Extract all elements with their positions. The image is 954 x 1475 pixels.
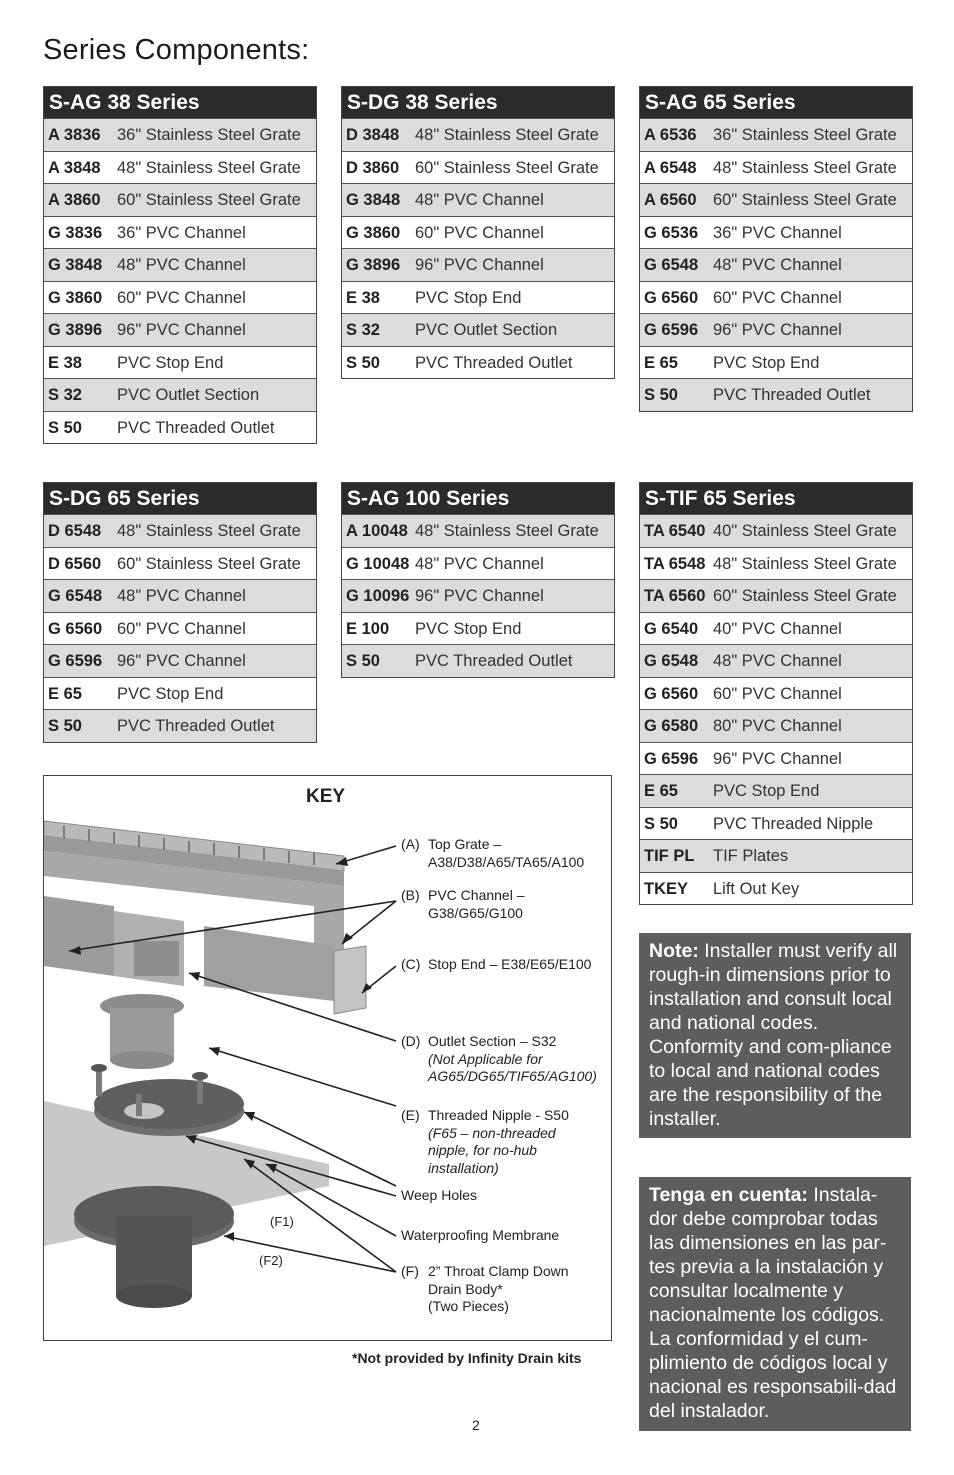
part-description: 96" PVC Channel xyxy=(713,749,842,768)
part-code: G 6548 xyxy=(48,587,103,605)
table-row xyxy=(342,248,614,281)
table-row xyxy=(44,216,316,249)
table-row xyxy=(342,151,614,184)
table-row xyxy=(640,281,912,314)
part-description: 36" PVC Channel xyxy=(117,223,246,242)
part-code: TA 6540 xyxy=(644,522,706,540)
part-description: 36" Stainless Steel Grate xyxy=(117,126,301,144)
table-row xyxy=(640,742,912,775)
table-row xyxy=(640,612,912,645)
note-text: Installer must verify all rough-in dimensions prior to installation and consult local and national codes. Conformity and com-pliance to local and national codes are the responsibility of the installer. xyxy=(649,940,898,1130)
part-code: TKEY xyxy=(644,879,689,898)
part-description: 48" PVC Channel xyxy=(713,652,842,670)
part-code: G 6536 xyxy=(644,223,699,242)
table-row xyxy=(640,216,912,249)
part-code: G 3848 xyxy=(346,191,401,209)
part-description: 60" Stainless Steel Grate xyxy=(415,158,599,177)
part-code: E 65 xyxy=(644,782,678,800)
table-row xyxy=(44,151,316,184)
installer-note-english xyxy=(639,933,911,1138)
table-row xyxy=(640,346,912,379)
series-table-s-dg-65 xyxy=(43,482,317,743)
table-row xyxy=(44,514,316,547)
table-row xyxy=(44,644,316,677)
part-code: G 6580 xyxy=(644,717,699,735)
part-code: S 50 xyxy=(48,418,82,437)
part-code: G 3860 xyxy=(48,288,103,307)
part-code: S 50 xyxy=(644,386,678,404)
key-label-drain-body: (F) 2” Throat Clamp Down Drain Body* (Two Pieces) xyxy=(401,1263,569,1314)
part-description: 48" Stainless Steel Grate xyxy=(713,554,897,573)
table-row xyxy=(44,313,316,346)
key-label-weep-holes: Weep Holes xyxy=(401,1187,478,1203)
installer-note-spanish xyxy=(639,1177,911,1431)
part-description: 96" PVC Channel xyxy=(713,321,842,339)
part-description: 48" Stainless Steel Grate xyxy=(415,126,599,144)
part-code: G 6596 xyxy=(644,321,699,339)
part-code: D 3860 xyxy=(346,158,400,177)
page-title: Series Components: xyxy=(43,34,310,66)
series-title: S-AG 65 Series xyxy=(640,87,912,118)
part-code: G 6540 xyxy=(644,619,699,638)
table-row xyxy=(342,313,614,346)
key-label-outlet-section: (D) Outlet Section – S32 (Not Applicable for AG65/DG65/TIF65/AG100) xyxy=(401,1033,597,1084)
part-description: PVC Stop End xyxy=(713,353,820,372)
part-description: 80" PVC Channel xyxy=(713,717,842,735)
table-row xyxy=(44,411,316,444)
table-row xyxy=(44,612,316,645)
part-description: 96" PVC Channel xyxy=(117,321,246,339)
footnote: *Not provided by Infinity Drain kits xyxy=(352,1350,582,1366)
table-row xyxy=(640,872,912,905)
part-code: D 6560 xyxy=(48,554,102,573)
part-code: D 6548 xyxy=(48,522,102,540)
part-description: 60" Stainless Steel Grate xyxy=(117,191,301,209)
series-table-s-dg-38 xyxy=(341,86,615,379)
part-code: E 100 xyxy=(346,619,390,638)
part-code: G 6560 xyxy=(644,684,699,703)
part-code: A 10048 xyxy=(346,522,408,540)
series-rows xyxy=(640,118,912,411)
series-rows xyxy=(640,514,912,904)
key-label-threaded-nipple: (E) Threaded Nipple - S50 (F65 – non-threaded nipple, for no-hub installation) xyxy=(401,1107,569,1176)
part-code: A 3848 xyxy=(48,158,101,177)
table-row xyxy=(44,118,316,151)
table-row xyxy=(342,579,614,612)
part-description: 96" PVC Channel xyxy=(117,652,246,670)
part-description: 60" PVC Channel xyxy=(117,619,246,638)
table-row xyxy=(640,118,912,151)
part-code: E 38 xyxy=(346,288,380,307)
part-code: G 6548 xyxy=(644,652,699,670)
series-table-s-ag-38 xyxy=(43,86,317,444)
part-code: S 50 xyxy=(346,353,380,372)
part-description: 60" PVC Channel xyxy=(117,288,246,307)
part-description: 60" PVC Channel xyxy=(713,684,842,703)
part-code: TIF PL xyxy=(644,847,695,865)
key-label-stop-end: (C) Stop End – E38/E65/E100 xyxy=(401,956,592,972)
key-marker-f2: (F2) xyxy=(259,1253,283,1268)
table-row xyxy=(640,677,912,710)
part-description: 48" Stainless Steel Grate xyxy=(117,522,301,540)
table-row xyxy=(44,579,316,612)
series-title: S-AG 100 Series xyxy=(342,483,614,514)
part-code: S 32 xyxy=(48,386,82,404)
part-description: 96" PVC Channel xyxy=(415,256,544,274)
part-code: S 32 xyxy=(346,321,380,339)
table-row xyxy=(44,346,316,379)
table-row xyxy=(640,839,912,872)
table-row xyxy=(44,183,316,216)
part-description: 36" PVC Channel xyxy=(713,223,842,242)
clamp-ring-illustration xyxy=(91,1064,244,1136)
series-title: S-DG 38 Series xyxy=(342,87,614,118)
part-description: Lift Out Key xyxy=(713,879,800,898)
key-label-membrane: Waterproofing Membrane xyxy=(401,1227,560,1243)
note-label: Note: xyxy=(649,940,699,962)
table-row xyxy=(640,579,912,612)
part-description: PVC Threaded Nipple xyxy=(713,814,874,833)
part-code: E 38 xyxy=(48,353,82,372)
part-code: S 50 xyxy=(346,652,380,670)
part-code: A 6548 xyxy=(644,158,697,177)
table-row xyxy=(342,644,614,677)
series-rows xyxy=(342,514,614,677)
key-diagram xyxy=(43,775,612,1341)
table-row xyxy=(640,774,912,807)
table-row xyxy=(640,183,912,216)
part-code: G 6596 xyxy=(644,749,699,768)
part-description: 48" Stainless Steel Grate xyxy=(713,158,897,177)
part-description: PVC Threaded Outlet xyxy=(415,652,573,670)
part-description: 40" Stainless Steel Grate xyxy=(713,522,897,540)
part-code: G 6560 xyxy=(48,619,103,638)
part-code: G 3896 xyxy=(346,256,401,274)
part-description: 96" PVC Channel xyxy=(415,587,544,605)
series-rows xyxy=(44,514,316,742)
part-code: D 3848 xyxy=(346,126,400,144)
part-code: E 65 xyxy=(48,684,82,703)
part-description: 60" Stainless Steel Grate xyxy=(117,554,301,573)
part-description: PVC Threaded Outlet xyxy=(713,386,871,404)
series-table-s-ag-65 xyxy=(639,86,913,412)
part-description: 48" PVC Channel xyxy=(713,256,842,274)
part-code: G 6560 xyxy=(644,288,699,307)
table-row xyxy=(342,216,614,249)
series-table-s-tif-65 xyxy=(639,482,913,905)
part-code: S 50 xyxy=(644,814,678,833)
table-row xyxy=(44,248,316,281)
part-description: 48" PVC Channel xyxy=(117,256,246,274)
outlet-section-illustration xyxy=(100,994,184,1069)
key-marker-f1: (F1) xyxy=(270,1214,294,1229)
part-code: A 3836 xyxy=(48,126,101,144)
part-description: 36" Stainless Steel Grate xyxy=(713,126,897,144)
part-description: PVC Threaded Outlet xyxy=(415,353,573,372)
table-row xyxy=(342,346,614,379)
part-description: 40" PVC Channel xyxy=(713,619,842,638)
part-description: 60" Stainless Steel Grate xyxy=(713,587,897,605)
part-description: 60" Stainless Steel Grate xyxy=(713,191,897,209)
table-row xyxy=(640,644,912,677)
part-description: TIF Plates xyxy=(713,847,789,865)
table-row xyxy=(44,547,316,580)
table-row xyxy=(342,514,614,547)
part-description: PVC Stop End xyxy=(117,684,224,703)
note-text: Instala-dor debe comprobar todas las dimensiones en las par-tes previa a la instalación y consultar localmente y nacionalmente los códigos. La conformidad y el cum-plimiento de códigos local y nacional es responsabili-dad del instalador. xyxy=(649,1184,897,1422)
part-code: A 3860 xyxy=(48,191,101,209)
key-label-pvc-channel: (B) PVC Channel – G38/G65/G100 xyxy=(401,887,525,921)
part-code: G 3860 xyxy=(346,223,401,242)
part-description: PVC Outlet Section xyxy=(117,386,260,404)
table-row xyxy=(342,118,614,151)
table-row xyxy=(640,514,912,547)
page-number: 2 xyxy=(472,1417,480,1433)
table-row xyxy=(44,281,316,314)
table-row xyxy=(640,378,912,411)
part-code: G 3848 xyxy=(48,256,103,274)
note-label: Tenga en cuenta: xyxy=(649,1184,808,1206)
part-description: PVC Outlet Section xyxy=(415,321,558,339)
part-code: A 6536 xyxy=(644,126,697,144)
part-code: G 10096 xyxy=(346,587,410,605)
part-code: G 6596 xyxy=(48,652,103,670)
part-description: PVC Threaded Outlet xyxy=(117,717,275,735)
key-label-top-grate: (A) Top Grate – A38/D38/A65/TA65/A100 xyxy=(401,836,585,870)
part-code: A 6560 xyxy=(644,191,697,209)
table-row xyxy=(342,547,614,580)
table-row xyxy=(44,709,316,742)
table-row xyxy=(44,378,316,411)
table-row xyxy=(342,281,614,314)
series-rows xyxy=(44,118,316,443)
table-row xyxy=(640,807,912,840)
part-description: 48" Stainless Steel Grate xyxy=(117,158,301,177)
table-row xyxy=(640,547,912,580)
part-description: PVC Stop End xyxy=(713,782,820,800)
part-description: PVC Stop End xyxy=(117,353,224,372)
part-description: PVC Threaded Outlet xyxy=(117,418,275,437)
part-description: 48" PVC Channel xyxy=(117,587,246,605)
series-title: S-TIF 65 Series xyxy=(640,483,912,514)
table-row xyxy=(640,248,912,281)
part-code: G 3836 xyxy=(48,223,103,242)
part-description: 48" PVC Channel xyxy=(415,554,544,573)
part-code: E 65 xyxy=(644,353,678,372)
part-description: 48" PVC Channel xyxy=(415,191,544,209)
part-description: 48" Stainless Steel Grate xyxy=(415,522,599,540)
table-row xyxy=(44,677,316,710)
part-description: PVC Stop End xyxy=(415,619,522,638)
table-row xyxy=(640,709,912,742)
part-description: 60" PVC Channel xyxy=(713,288,842,307)
series-title: S-AG 38 Series xyxy=(44,87,316,118)
drain-body-illustration xyxy=(74,1186,234,1308)
part-code: TA 6560 xyxy=(644,587,706,605)
part-code: G 3896 xyxy=(48,321,103,339)
key-title: KEY xyxy=(306,786,346,807)
part-code: G 10048 xyxy=(346,554,410,573)
table-row xyxy=(342,612,614,645)
part-description: 60" PVC Channel xyxy=(415,223,544,242)
part-code: S 50 xyxy=(48,717,82,735)
table-row xyxy=(640,313,912,346)
series-title: S-DG 65 Series xyxy=(44,483,316,514)
series-table-s-ag-100 xyxy=(341,482,615,678)
table-row xyxy=(342,183,614,216)
part-code: TA 6548 xyxy=(644,554,706,573)
part-description: PVC Stop End xyxy=(415,288,522,307)
series-rows xyxy=(342,118,614,378)
table-row xyxy=(640,151,912,184)
part-code: G 6548 xyxy=(644,256,699,274)
